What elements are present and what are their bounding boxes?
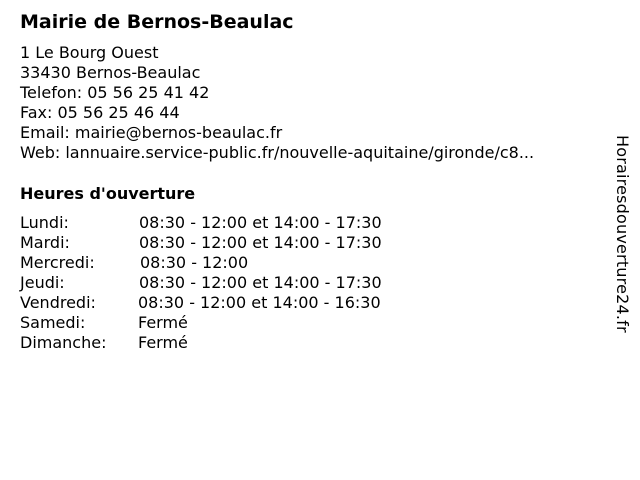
time-value: 08:30 - 12:00 et 14:00 - 17:30 (139, 213, 382, 232)
time-value: 08:30 - 12:00 et 14:00 - 17:30 (139, 233, 382, 252)
time-value: Fermé (138, 333, 188, 352)
phone-line: Telefon: 05 56 25 41 42 (20, 83, 210, 102)
day-label: Lundi: (20, 213, 69, 232)
watermark-text: Horairesdouverture24.fr (613, 135, 632, 333)
day-label: Mercredi: (20, 253, 95, 272)
day-label: Dimanche: (20, 333, 107, 352)
day-label: Mardi: (20, 233, 70, 252)
address-line-1: 1 Le Bourg Ouest (20, 43, 159, 62)
web-line: Web: lannuaire.service-public.fr/nouvelle-aquitaine/gironde/c8... (20, 143, 535, 162)
time-value: Fermé (138, 313, 188, 332)
site-watermark (612, 135, 632, 375)
time-value: 08:30 - 12:00 (140, 253, 249, 272)
time-value: 08:30 - 12:00 et 14:00 - 17:30 (139, 273, 382, 292)
page-title: Mairie de Bernos-Beaulac (20, 11, 294, 33)
contact-block (20, 43, 534, 163)
day-label: Jeudi: (20, 273, 65, 292)
address-line-2: 33430 Bernos-Beaulac (20, 63, 201, 82)
day-label: Samedi: (20, 313, 86, 332)
email-line: Email: mairie@bernos-beaulac.fr (20, 123, 283, 142)
time-value: 08:30 - 12:00 et 14:00 - 16:30 (138, 293, 381, 312)
fax-line: Fax: 05 56 25 46 44 (20, 103, 180, 122)
day-label: Vendredi: (20, 293, 96, 312)
hours-heading: Heures d'ouverture (20, 184, 196, 203)
